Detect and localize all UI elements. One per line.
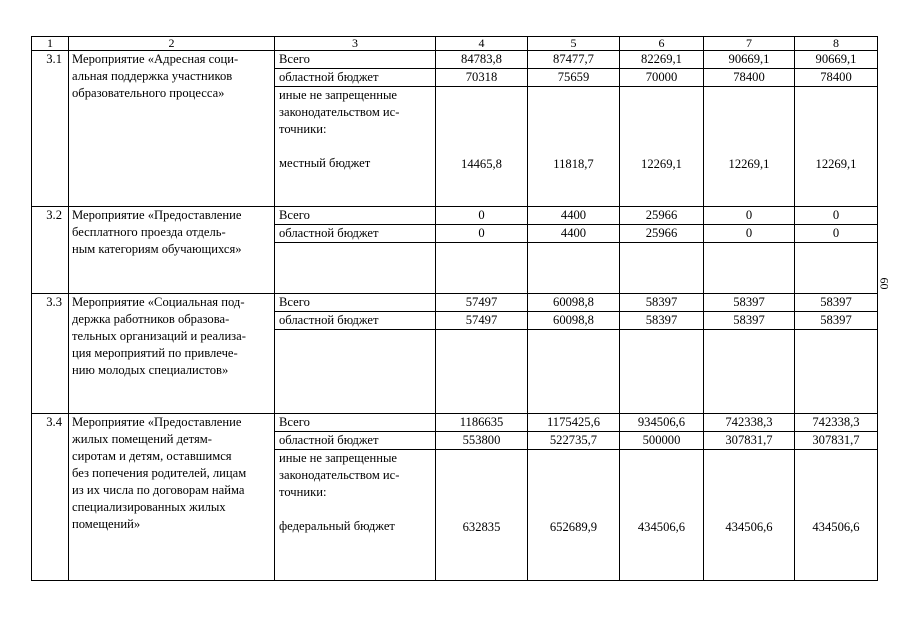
value-cell: 25966 [620,207,704,225]
funding-source: областной бюджет [275,225,436,243]
value-cell [704,330,795,414]
value-cell [795,330,878,414]
funding-source: Всего [275,414,436,432]
value-cell: 12269,1 [704,87,795,207]
section-number: 3.3 [32,294,69,414]
value-cell: 0 [436,207,528,225]
header-row [32,37,878,51]
value-cell: 78400 [795,69,878,87]
value-cell: 1175425,6 [528,414,620,432]
value-cell: 742338,3 [704,414,795,432]
value-cell: 58397 [704,294,795,312]
value-cell: 632835 [436,450,528,581]
funding-source [275,243,436,294]
value-cell [704,243,795,294]
section-number: 3.4 [32,414,69,581]
funding-source: иные не запрещенные законодательством ис- точники: федеральный бюджет [275,450,436,581]
value-cell: 0 [795,225,878,243]
funding-source: областной бюджет [275,432,436,450]
column-header: 5 [528,37,620,51]
value-cell: 70000 [620,69,704,87]
activity-title: Мероприятие «Предоставление бесплатного проезда отдель- ным категориям обучающихся» [69,207,275,294]
value-cell: 70318 [436,69,528,87]
value-cell: 307831,7 [704,432,795,450]
value-cell [528,243,620,294]
value-cell: 25966 [620,225,704,243]
value-cell: 934506,6 [620,414,704,432]
budget-table [31,36,878,581]
value-cell: 82269,1 [620,51,704,69]
value-cell: 742338,3 [795,414,878,432]
funding-source [275,330,436,414]
column-header: 6 [620,37,704,51]
value-cell: 500000 [620,432,704,450]
value-cell: 58397 [620,294,704,312]
value-cell: 14465,8 [436,87,528,207]
funding-source: Всего [275,51,436,69]
value-cell: 434506,6 [620,450,704,581]
activity-title: Мероприятие «Адресная соци- альная поддержка участников образовательного процесса» [69,51,275,207]
value-cell: 60098,8 [528,312,620,330]
value-cell [528,330,620,414]
value-cell: 4400 [528,225,620,243]
value-cell: 4400 [528,207,620,225]
value-cell: 1186635 [436,414,528,432]
value-cell [436,243,528,294]
section-number: 3.2 [32,207,69,294]
table-row [32,51,878,69]
value-cell: 12269,1 [795,87,878,207]
value-cell: 522735,7 [528,432,620,450]
value-cell: 58397 [795,294,878,312]
value-cell: 75659 [528,69,620,87]
value-cell: 60098,8 [528,294,620,312]
funding-source: Всего [275,207,436,225]
value-cell [620,243,704,294]
funding-source: областной бюджет [275,69,436,87]
value-cell: 84783,8 [436,51,528,69]
value-cell: 434506,6 [704,450,795,581]
value-cell [795,243,878,294]
value-cell: 307831,7 [795,432,878,450]
value-cell: 553800 [436,432,528,450]
funding-source: Всего [275,294,436,312]
value-cell [436,330,528,414]
activity-title: Мероприятие «Предоставление жилых помещений детям- сиротам и детям, оставшимся без попечения родителей, лицам из их числа по договорам найма специализированных жилых помещений» [69,414,275,581]
table-row [32,414,878,432]
value-cell: 90669,1 [795,51,878,69]
section-number: 3.1 [32,51,69,207]
funding-source: иные не запрещенные законодательством ис- точники: местный бюджет [275,87,436,207]
value-cell: 58397 [620,312,704,330]
value-cell [620,330,704,414]
value-cell: 90669,1 [704,51,795,69]
value-cell: 58397 [704,312,795,330]
value-cell: 57497 [436,312,528,330]
column-header: 1 [32,37,69,51]
value-cell: 0 [704,207,795,225]
column-header: 2 [69,37,275,51]
table-row [32,294,878,312]
value-cell: 58397 [795,312,878,330]
page-number: 60 [877,277,892,290]
value-cell: 12269,1 [620,87,704,207]
value-cell: 0 [704,225,795,243]
value-cell: 78400 [704,69,795,87]
funding-source: областной бюджет [275,312,436,330]
budget-table-page [31,36,877,575]
column-header: 7 [704,37,795,51]
value-cell: 0 [436,225,528,243]
value-cell: 11818,7 [528,87,620,207]
value-cell: 434506,6 [795,450,878,581]
value-cell: 87477,7 [528,51,620,69]
value-cell: 0 [795,207,878,225]
column-header: 8 [795,37,878,51]
column-header: 3 [275,37,436,51]
value-cell: 652689,9 [528,450,620,581]
value-cell: 57497 [436,294,528,312]
activity-title: Мероприятие «Социальная под- держка работников образова- тельных организаций и реализа- ция мероприятий по привлече- нию молодых специалистов» [69,294,275,414]
column-header: 4 [436,37,528,51]
table-row [32,207,878,225]
